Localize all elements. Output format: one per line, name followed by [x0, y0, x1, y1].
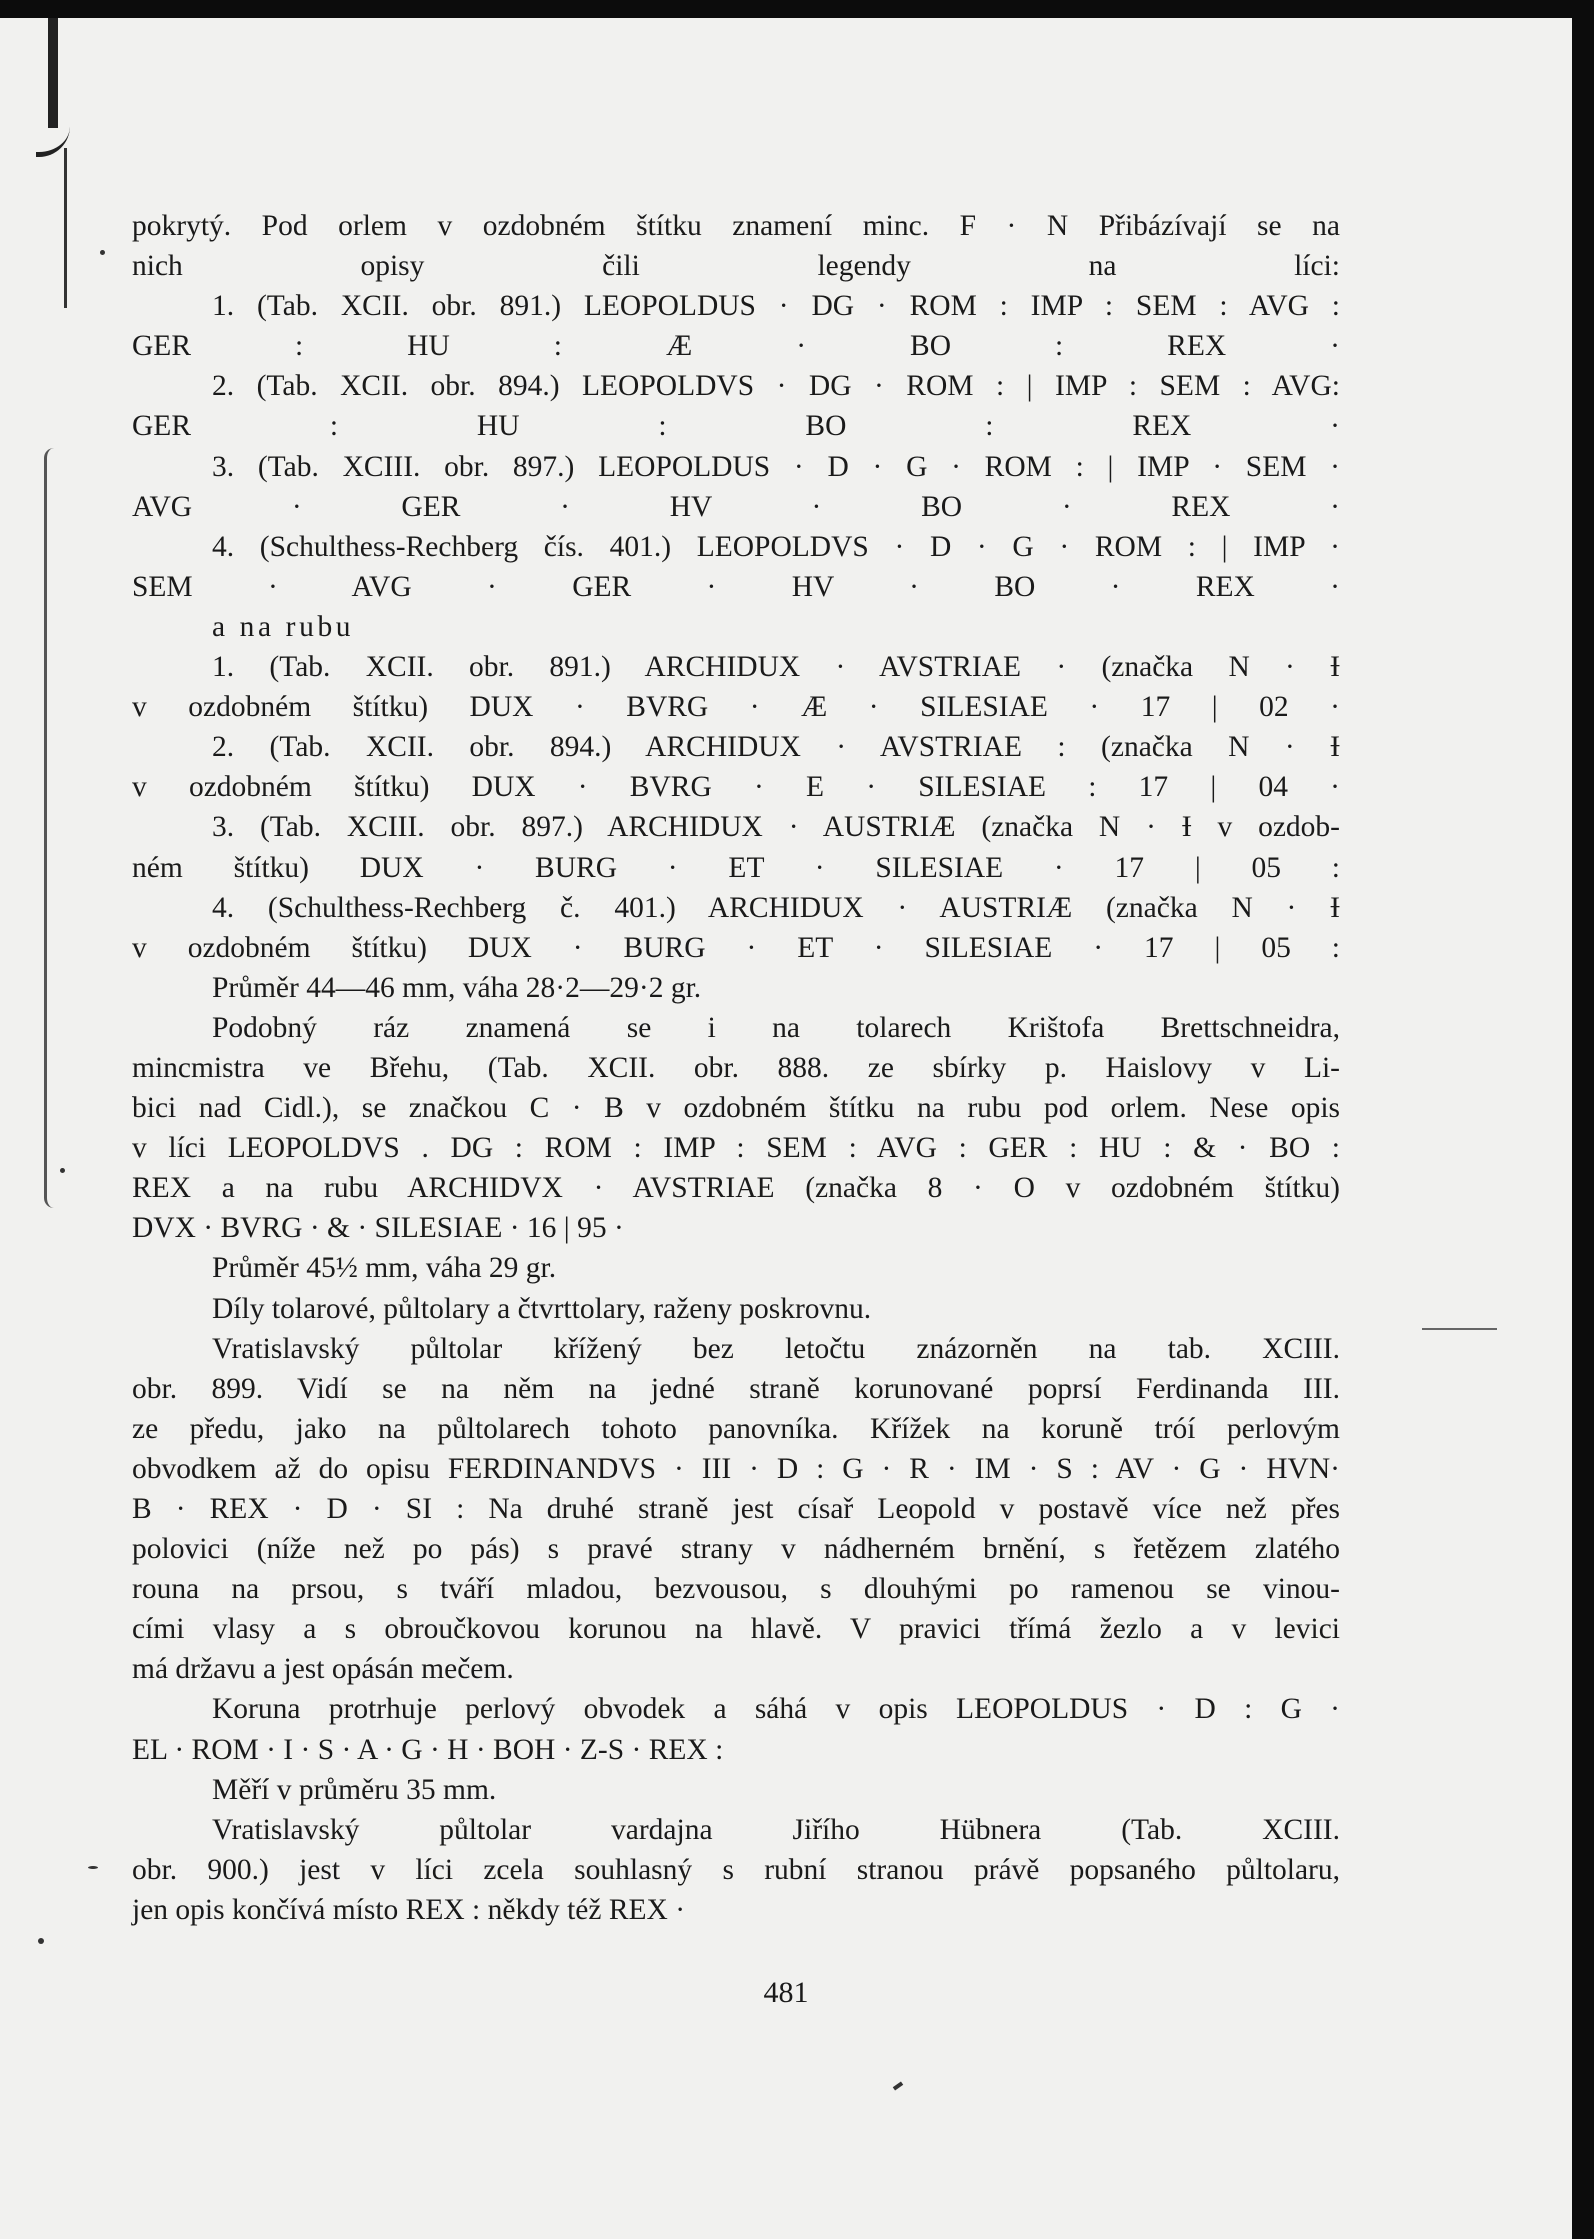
margin-bracket	[44, 448, 61, 1208]
text-line: EL · ROM · I · S · A · G · H · BOH · Z-S · REX :	[132, 1733, 724, 1766]
text-line: mincmistra ve Břehu, (Tab. XCII. obr. 888. ze sbírky p. Haislovy v Li-	[132, 1051, 1340, 1084]
text-line: REX a na rubu ARCHIDVX · AVSTRIAE (značka 8 · O v ozdobném štítku)	[132, 1172, 1340, 1205]
margin-line	[64, 148, 67, 308]
text-line: 3. (Tab. XCIII. obr. 897.) LEOPOLDUS · D · G · ROM : | IMP · SEM ·	[212, 450, 1340, 483]
text-line: v líci LEOPOLDVS . DG : ROM : IMP : SEM : AVG : GER : HU : & · BO :	[132, 1132, 1340, 1165]
text-line: a na rubu	[212, 610, 355, 643]
text-line: Vratislavský půltolar vardajna Jiřího Hübnera (Tab. XCIII.	[212, 1813, 1340, 1846]
scanned-page	[0, 18, 1572, 2239]
text-line: bici nad Cidl.), se značkou C · B v ozdobném štítku na rubu pod orlem. Nese opis	[132, 1092, 1340, 1125]
text-line: polovici (níže než po pás) s pravé strany v nádherném brnění, s řetězem zlatého	[132, 1533, 1340, 1566]
text-line: B · REX · D · SI : Na druhé straně jest císař Leopold v postavě více než přes	[132, 1493, 1340, 1525]
text-line: GER : HU : Æ · BO : REX ·	[132, 330, 1340, 363]
text-line: 4. (Schulthess-Rechberg čís. 401.) LEOPOLDVS · D · G · ROM : | IMP ·	[212, 530, 1340, 563]
page-number: 481	[763, 1976, 809, 2009]
text-line: obr. 899. Vidí se na něm na jedné straně korunované poprsí Ferdinanda III.	[132, 1372, 1340, 1405]
text-line: AVG · GER · HV · BO · REX ·	[132, 490, 1340, 523]
text-line: Průměr 45½ mm, váha 29 gr.	[212, 1252, 557, 1285]
text-line: 3. (Tab. XCIII. obr. 897.) ARCHIDUX · AUSTRIÆ (značka N · Ɨ v ozdob-	[212, 811, 1340, 844]
text-line: v ozdobném štítku) DUX · BVRG · Æ · SILESIAE · 17 | 02 ·	[132, 691, 1340, 724]
text-line: Průměr 44—46 mm, váha 28·2—29·2 gr.	[212, 971, 702, 1004]
text-line: jen opis končívá místo REX : někdy též REX ·	[132, 1893, 686, 1926]
margin-dot	[60, 1168, 65, 1173]
text-line: 1. (Tab. XCII. obr. 891.) LEOPOLDUS · DG · ROM : IMP : SEM : AVG :	[212, 290, 1340, 323]
text-line: GER : HU : BO : REX ·	[132, 410, 1340, 443]
text-line: 2. (Tab. XCII. obr. 894.) ARCHIDUX · AVSTRIAE : (značka N · Ɨ	[212, 731, 1340, 764]
text-line: SEM · AVG · GER · HV · BO · REX ·	[132, 570, 1340, 603]
margin-dot	[100, 250, 105, 255]
binding-mark	[30, 18, 70, 158]
text-line: 4. (Schulthess-Rechberg č. 401.) ARCHIDUX · AUSTRIÆ (značka N · Ɨ	[212, 891, 1340, 924]
text-line: Díly tolarové, půltolary a čtvrttolary, raženy poskrovnu.	[212, 1292, 872, 1325]
text-line: rouna na prsou, s tváří mladou, bezvousou, s dlouhými po ramenou se vinou-	[132, 1573, 1340, 1606]
body-text	[132, 206, 1340, 1930]
ink-mark	[893, 2081, 903, 2090]
text-line: má državu a jest opásán mečem.	[132, 1653, 514, 1686]
text-line: cími vlasy a s obroučkovou korunou na hlavě. V pravici třímá žezlo a v levici	[132, 1613, 1340, 1646]
text-line: 1. (Tab. XCII. obr. 891.) ARCHIDUX · AVSTRIAE · (značka N · Ɨ	[212, 651, 1340, 684]
text-line: nich opisy čili legendy na líci:	[132, 250, 1340, 283]
text-line: 2. (Tab. XCII. obr. 894.) LEOPOLDVS · DG · ROM : | IMP : SEM : AVG:	[212, 370, 1340, 403]
text-line: ném štítku) DUX · BURG · ET · SILESIAE · 17 | 05 :	[132, 851, 1340, 884]
text-line: v ozdobném štítku) DUX · BURG · ET · SILESIAE · 17 | 05 :	[132, 931, 1340, 964]
text-line: Měří v průměru 35 mm.	[212, 1773, 497, 1806]
text-line: DVX · BVRG · & · SILESIAE · 16 | 95 ·	[132, 1212, 624, 1245]
margin-rule	[1422, 1328, 1497, 1330]
text-line: Koruna protrhuje perlový obvodek a sáhá v opis LEOPOLDUS · D : G ·	[212, 1693, 1340, 1726]
text-line: v ozdobném štítku) DUX · BVRG · E · SILESIAE : 17 | 04 ·	[132, 771, 1340, 804]
text-line: Vratislavský půltolar křížený bez letočtu znázorněn na tab. XCIII.	[212, 1332, 1340, 1365]
text-line: obr. 900.) jest v líci zcela souhlasný s rubní stranou právě popsaného půltolaru,	[132, 1853, 1340, 1886]
text-line: pokrytý. Pod orlem v ozdobném štítku znamení minc. F · N Přibázívají se na	[132, 210, 1340, 242]
margin-dot	[38, 1938, 44, 1944]
text-line: ze předu, jako na půltolarech tohoto panovníka. Křížek na koruně tróí perlovým	[132, 1412, 1340, 1445]
text-line: Podobný ráz znamená se i na tolarech Krištofa Brettschneidra,	[212, 1011, 1340, 1044]
text-line: obvodkem až do opisu FERDINANDVS · III · D : G · R · IM · S : AV · G · HVN·	[132, 1452, 1340, 1485]
margin-dot	[88, 1866, 98, 1869]
